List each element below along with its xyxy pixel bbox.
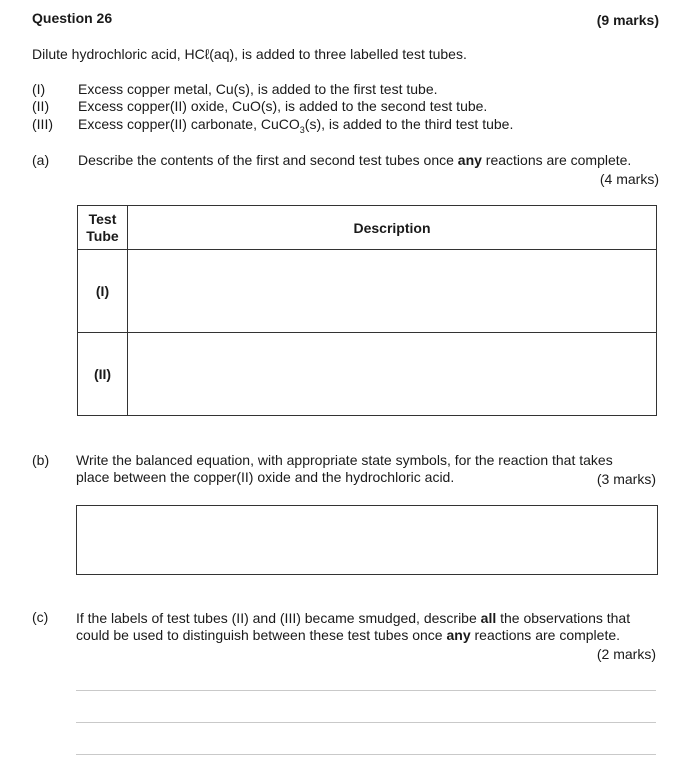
- part-b-marks: (3 marks): [596, 471, 656, 487]
- part-c-line1-bold: all: [480, 610, 497, 626]
- part-c-line1-post: the observations that: [496, 610, 631, 626]
- header-test-tube: Test Tube: [78, 206, 128, 250]
- description-cell-1[interactable]: [128, 250, 657, 333]
- tube-2-text: Excess copper(II) oxide, CuO(s), is added to the second test tube.: [78, 98, 488, 114]
- table-row: [78, 333, 657, 416]
- answer-line-3[interactable]: [76, 754, 656, 755]
- part-c-marks: (2 marks): [596, 646, 656, 662]
- part-a-text-post: reactions are complete.: [481, 152, 632, 168]
- answer-table: [77, 205, 657, 416]
- part-c-label: (c): [32, 609, 49, 625]
- part-b-line1: Write the balanced equation, with appropriate state symbols, for the reaction that takes: [76, 452, 613, 468]
- equation-answer-box[interactable]: [76, 505, 658, 575]
- question-title: Question 26: [32, 10, 113, 26]
- tube-2-number: (II): [32, 98, 50, 114]
- tube-3-number: (III): [32, 116, 53, 132]
- tube-3-subscript: 3: [299, 124, 305, 135]
- part-a-label: (a): [32, 152, 50, 168]
- table-header-row: [78, 206, 657, 250]
- question-marks: (9 marks): [596, 12, 659, 28]
- answer-line-2[interactable]: [76, 722, 656, 723]
- part-c-line2-bold: any: [446, 627, 471, 643]
- question-intro: Dilute hydrochloric acid, HCℓ(aq), is added to three labelled test tubes.: [32, 46, 467, 62]
- part-a-bold: any: [457, 152, 482, 168]
- tube-3-text-pre: Excess copper(II) carbonate, CuCO: [78, 116, 300, 132]
- part-a-text-pre: Describe the contents of the first and second test tubes once: [78, 152, 458, 168]
- part-a-text: [78, 152, 631, 168]
- part-c-line2-post: reactions are complete.: [470, 627, 621, 643]
- table-row: [78, 250, 657, 333]
- tube-3-text: [78, 116, 513, 135]
- tube-3-text-post: (s), is added to the third test tube.: [304, 116, 514, 132]
- answer-line-1[interactable]: [76, 690, 656, 691]
- description-cell-2[interactable]: [128, 333, 657, 416]
- part-c-line2-pre: could be used to distinguish between these test tubes once: [76, 627, 447, 643]
- row-label-1: (I): [78, 250, 128, 333]
- part-a-marks: (4 marks): [599, 171, 659, 187]
- part-c-line2: [76, 627, 620, 643]
- part-b-label: (b): [32, 452, 50, 468]
- header-description: Description: [128, 206, 657, 250]
- tube-1-text: Excess copper metal, Cu(s), is added to the first test tube.: [78, 81, 438, 97]
- row-label-2: (II): [78, 333, 128, 416]
- part-b-line2: place between the copper(II) oxide and the hydrochloric acid.: [76, 469, 455, 485]
- part-c-line1: [76, 610, 630, 626]
- tube-1-number: (I): [32, 81, 46, 97]
- part-c-line1-pre: If the labels of test tubes (II) and (III) became smudged, describe: [76, 610, 481, 626]
